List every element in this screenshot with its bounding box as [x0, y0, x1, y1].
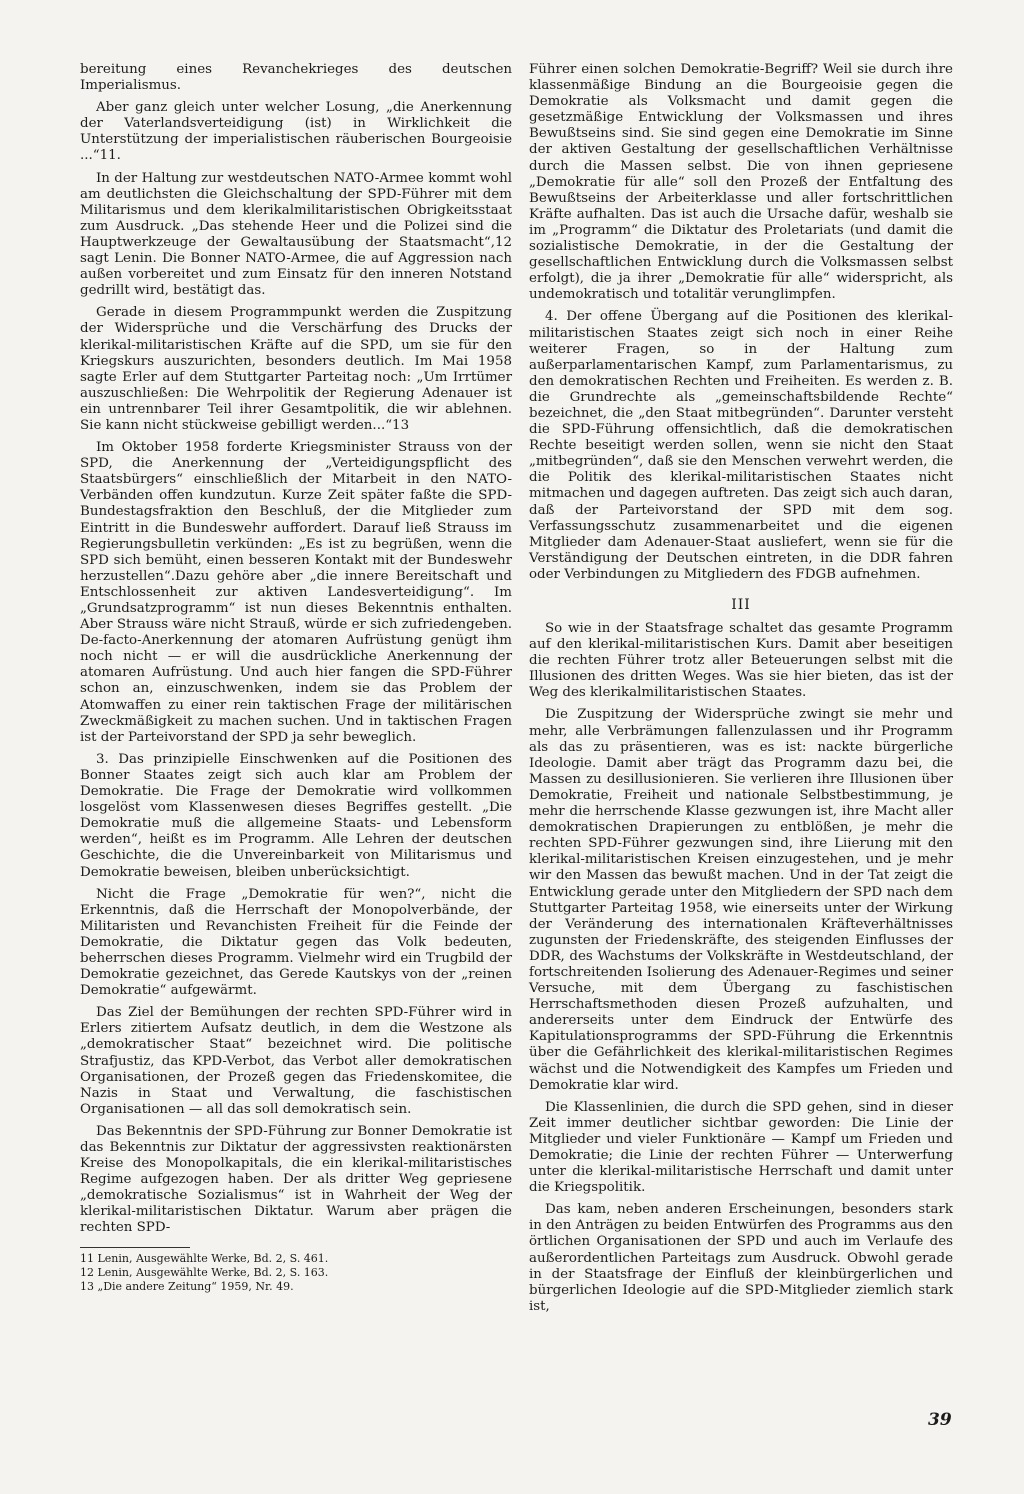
paragraph: Die Zuspitzung der Widersprüche zwingt sie mehr und mehr, alle Verbrämungen fallenzulassen und ihr Programm als das zu präsentieren, was es ist: nackte bürgerliche Ideologie. Damit aber trägt das Programm dazu bei, die Massen zu desillusionieren. Sie verlieren ihre Illusionen über Demokratie, Freiheit und nationale Selbstbestimmung, je mehr die herrschende Klasse gezwungen ist, ihre Macht aller demokratischen Drapierungen zu entblößen, je mehr die rechten SPD-Führer gezwungen sind, ihre Liierung mit den klerikal-militaristischen Kreisen einzugestehen, und je mehr wir den Massen das bewußt machen. Und in der Tat zeigt die Entwicklung gerade unter den Mitgliedern der SPD nach dem Stuttgarter Parteitag 1958, wie einerseits unter der Wirkung der Veränderung des internationalen Kräfteverhältnisses zugunsten der Friedenskräfte, des steigenden Einflusses der DDR, des Wachstums der Volkskräfte in Westdeutschland, der fortschreitenden Isolierung des Adenauer-Regimes und seiner Versuche, mit dem Übergang zu faschistischen Herrschaftsmethoden diesen Prozeß aufzuhalten, und andererseits unter dem Eindruck der Entwürfe des Kapitulationsprogramms der SPD-Führung die Erkenntnis über die Gefährlichkeit des klerikal-militaristischen Regimes wächst und die Notwendigkeit des Kampfes um Frieden und Demokratie klar wird. [529, 707, 953, 1093]
paragraph: Das kam, neben anderen Erscheinungen, besonders stark in den Anträgen zu beiden Entwürfen des Programms aus den örtlichen Organisationen der SPD und auch im Verlaufe des außerordentlichen Parteitags zum Ausdruck. Obwohl gerade in der Staatsfrage der Einfluß der kleinbürgerlichen und bürgerlichen Ideologie auf die SPD-Mitglieder ziemlich stark ist, [529, 1202, 953, 1314]
paragraph: Die Klassenlinien, die durch die SPD gehen, sind in dieser Zeit immer deutlicher sichtbar geworden: Die Linie der Mitglieder und vieler Funktionäre — Kampf um Frieden und Demokratie; die Linie der rechten Führer — Unterwerfung unter die klerikal-militaristische Herrschaft und damit unter die Kriegspolitik. [529, 1099, 953, 1196]
right-column [529, 62, 953, 1321]
paragraph: Aber ganz gleich unter welcher Losung, „die Anerkennung der Vaterlandsverteidigung (ist) in Wirklichkeit die Unterstützung der imperialistischen räuberischen Bourgeoisie ...“11. [80, 100, 512, 164]
footnote: 12 Lenin, Ausgewählte Werke, Bd. 2, S. 163. [80, 1265, 329, 1279]
footnote: 11 Lenin, Ausgewählte Werke, Bd. 2, S. 461. [80, 1251, 329, 1265]
paragraph: Führer einen solchen Demokratie-Begriff? Weil sie durch ihre klassenmäßige Bindung an die Bourgeoisie gegen die Demokratie als Volksmacht und damit gegen die gesetzmäßige Entwicklung der Volksmassen und ihres Bewußtseins sind. Sie sind gegen eine Demokratie im Sinne der aktiven Gestaltung der gesellschaftlichen Verhältnisse durch die Massen selbst. Die von ihnen gepriesene „Demokratie für alle“ soll den Prozeß der Entfaltung des Bewußtseins der Arbeiterklasse und aller fortschrittlichen Kräfte aufhalten. Das ist auch die Ursache dafür, weshalb sie im „Programm“ die Diktatur des Proletariats (und damit die sozialistische Demokratie, in der die Gestaltung der gesellschaftlichen Entwicklung durch die Volksmassen selbst erfolgt), die ja ihrer „Demokratie für alle“ widerspricht, als undemokratisch und totalitär verunglimpfen. [529, 62, 953, 303]
left-column [80, 62, 512, 1294]
paragraph: Im Oktober 1958 forderte Kriegsminister Strauss von der SPD, die Anerkennung der „Verteidigungspflicht des Staatsbürgers“ einschließlich der Mitarbeit in den NATO-Verbänden offen kundzutun. Kurze Zeit später faßte die SPD-Bundestagsfraktion den Beschluß, der die Mitglieder zum Eintritt in die Bundeswehr auffordert. Darauf ließ Strauss im Regierungsbulletin verkünden: „Es ist zu begrüßen, wenn die SPD sich bemüht, einen besseren Kontakt mit der Bundeswehr herzustellen“.Dazu gehöre aber „die innere Bereitschaft und Entschlossenheit zur aktiven Landesverteidigung“. Im „Grundsatzprogramm“ ist nun dieses Bekenntnis enthalten. Aber Strauss wäre nicht Strauß, würde er sich zufriedengeben. De-facto-Anerkennung der atomaren Aufrüstung genügt ihm noch nicht — er will die ausdrückliche Anerkennung der atomaren Aufrüstung. Und auch hier fangen die SPD-Führer schon an, einzuschwenken, indem sie das Problem der Atomwaffen zu einer rein taktischen Frage der militärischen Zweckmäßigkeit zu machen suchen. Und in taktischen Fragen ist der Parteivorstand der SPD ja sehr beweglich. [80, 440, 512, 745]
paragraph: Das Ziel der Bemühungen der rechten SPD-Führer wird in Erlers zitiertem Aufsatz deutlich, in dem die Westzone als „demokratischer Staat“ bezeichnet wird. Die politische Strafjustiz, das KPD-Verbot, das Verbot aller demokratischen Organisationen, der Prozeß gegen das Friedenskomitee, die Nazis in Staat und Verwaltung, die faschistischen Organisationen — all das soll demokratisch sein. [80, 1005, 512, 1117]
paragraph: Gerade in diesem Programmpunkt werden die Zuspitzung der Widersprüche und die Verschärfung des Drucks der klerikal-militaristischen Kräfte auf die SPD, um sie für den Kriegskurs auszurichten, besonders deutlich. Im Mai 1958 sagte Erler auf dem Stuttgarter Parteitag noch: „Um Irrtümer auszuschließen: Die Wehrpolitik der Regierung Adenauer ist ein untrennbarer Teil ihrer Gesamtpolitik, die wir ablehnen. Sie kann nicht stückweise gebilligt werden...“13 [80, 305, 512, 433]
footnote-divider [80, 1247, 190, 1248]
paragraph: 4. Der offene Übergang auf die Positionen des klerikal-militaristischen Staates zeigt sich noch in einer Reihe weiterer Fragen, so in der Haltung zum außerparlamentarischen Kampf, zum Parlamentarismus, zu den demokratischen Rechten und Freiheiten. Es werden z. B. die Grundrechte als „gemeinschaftsbildende Rechte“ bezeichnet, die „den Staat mitbegründen“. Darunter versteht die SPD-Führung offensichtlich, daß die demokratischen Rechte beseitigt werden sollen, wenn sie nicht den Staat „mitbegründen“, daß sie den Menschen verwehrt werden, die die Politik des klerikal-militaristischen Staates nicht mitmachen und dagegen auftreten. Das zeigt sich auch daran, daß der Parteivorstand der SPD mit dem sog. Verfassungsschutz zusammenarbeitet und die eigenen Mitglieder dam Adenauer-Staat ausliefert, wenn sie für die Verständigung der Deutschen eintreten, in die DDR fahren oder Verbindungen zu Mitgliedern des FDGB aufnehmen. [529, 309, 953, 582]
paragraph: So wie in der Staatsfrage schaltet das gesamte Programm auf den klerikal-militaristischen Kurs. Damit aber beseitigen die rechten Führer trotz aller Beteuerungen selbst mit die Illusionen des dritten Weges. Was sie hier bieten, das ist der Weg des klerikalmilitaristischen Staates. [529, 621, 953, 701]
footnote: 13 „Die andere Zeitung“ 1959, Nr. 49. [80, 1279, 294, 1293]
paragraph: Nicht die Frage „Demokratie für wen?“, nicht die Erkenntnis, daß die Herrschaft der Monopolverbände, der Militaristen und Revanchisten Freiheit für die Feinde der Demokratie, die Diktatur gegen das Volk bedeuten, beherrschen dieses Programm. Vielmehr wird ein Trugbild der Demokratie gezeichnet, das Gerede Kautskys von der „reinen Demokratie“ aufgewärmt. [80, 886, 512, 999]
section-heading: III [731, 597, 751, 613]
paragraph: In der Haltung zur westdeutschen NATO-Armee kommt wohl am deutlichsten die Gleichschaltung der SPD-Führer mit dem Militarismus und dem klerikalmilitaristischen Obrigkeitsstaat zum Ausdruck. „Das stehende Heer und die Polizei sind die Hauptwerkzeuge der Gewaltausübung der Staatsmacht“,12 sagt Lenin. Die Bonner NATO-Armee, die auf Aggression nach außen vorbereitet und zum Einsatz für den inneren Notstand gedrillt wird, bestätigt das. [80, 170, 512, 299]
paragraph: bereitung eines Revanchekrieges des deutschen Imperialismus. [80, 62, 512, 94]
page-number: 39 [928, 1410, 952, 1430]
paragraph: Das Bekenntnis der SPD-Führung zur Bonner Demokratie ist das Bekenntnis zur Diktatur der aggressivsten reaktionärsten Kreise des Monopolkapitals, die ein klerikal-militaristisches Regime aufgezogen haben. Der als dritter Weg gepriesene „demokratische Sozialismus“ ist in Wahrheit der Weg der klerikal-militaristischen Diktatur. Warum aber prägen die rechten SPD- [80, 1123, 512, 1236]
paragraph: 3. Das prinzipielle Einschwenken auf die Positionen des Bonner Staates zeigt sich auch klar am Problem der Demokratie. Die Frage der Demokratie wird vollkommen losgelöst vom Klassenwesen dieses Begriffes gestellt. „Die Demokratie muß die allgemeine Staats- und Lebensform werden“, heißt es im Programm. Alle Lehren der deutschen Geschichte, die die Unvereinbarkeit von Militarismus und Demokratie beweisen, bleiben unberücksichtigt. [80, 751, 512, 880]
